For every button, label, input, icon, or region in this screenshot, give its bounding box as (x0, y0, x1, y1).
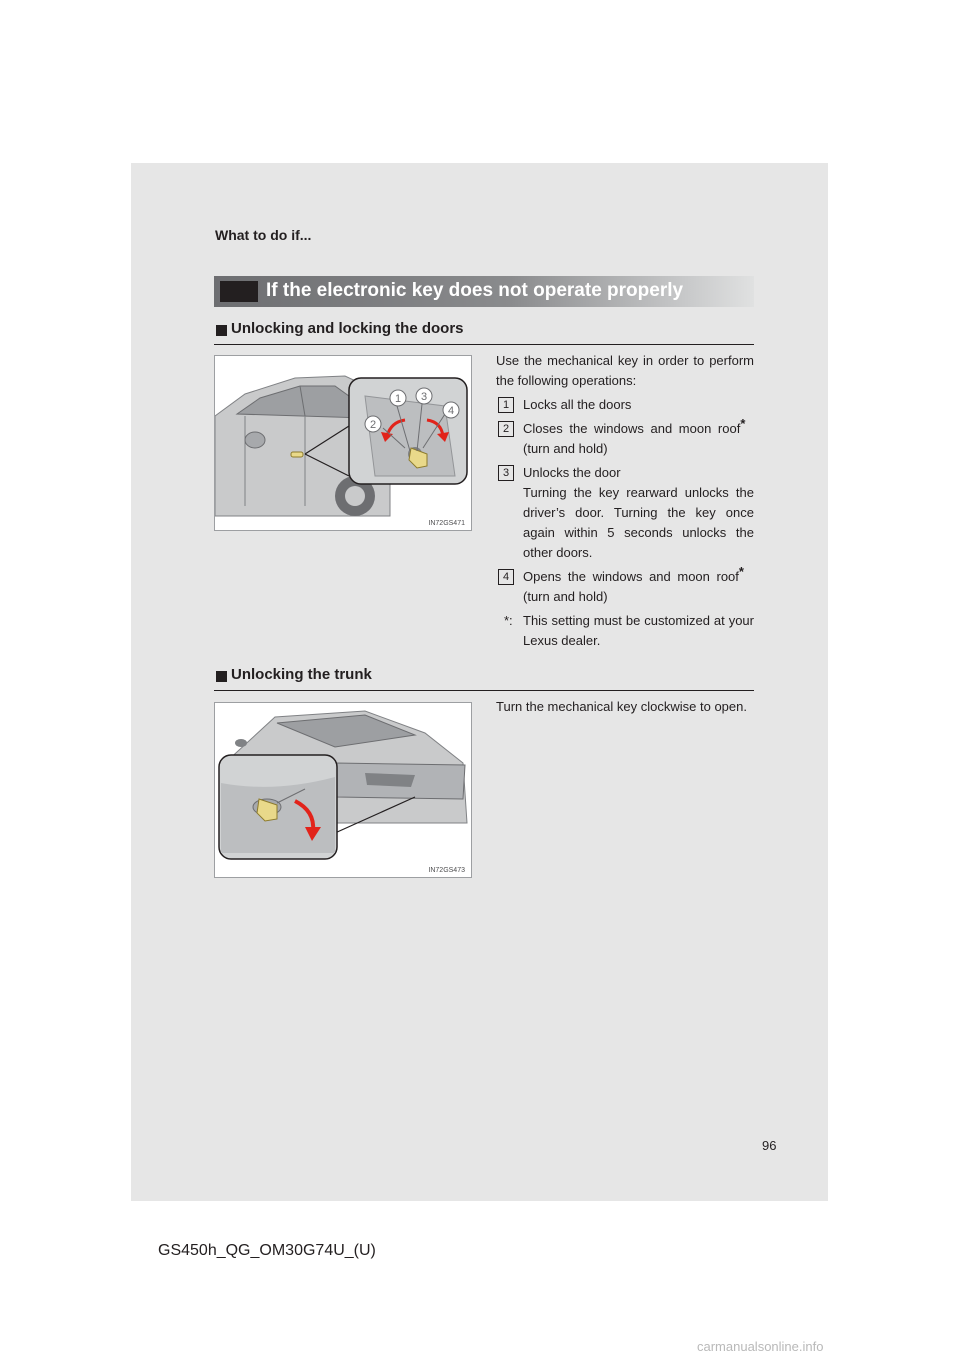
trunk-heading-label: Unlocking the trunk (231, 666, 372, 683)
trunk-text: Turn the mechanical key clockwise to open. (496, 699, 747, 714)
step-1 (496, 395, 754, 415)
step-1-text: Locks all the doors (523, 397, 632, 412)
trunk-heading (214, 666, 754, 691)
doors-heading (214, 320, 754, 345)
step-2-extra: (turn and hold) (523, 441, 608, 456)
trunk-figure-code: IN72GS473 (428, 867, 465, 874)
footer-code: GS450h_QG_OM30G74U_(U) (158, 1242, 376, 1259)
section-title: If the electronic key does not operate properly (266, 280, 684, 301)
step-number-4: 4 (498, 569, 514, 585)
banner-tab-marker (220, 281, 258, 302)
trunk-illustration (214, 702, 472, 878)
car-door-key-illustration (215, 356, 471, 530)
callout-3: 3 (420, 391, 428, 403)
step-number-2: 2 (498, 421, 514, 437)
callout-1: 1 (394, 393, 402, 405)
car-trunk-key-illustration (215, 703, 471, 877)
step-4 (496, 564, 754, 607)
step-4-extra: (turn and hold) (523, 589, 608, 604)
watermark: carmanualsonline.info (697, 1339, 824, 1354)
doors-text (496, 351, 754, 651)
step-number-3: 3 (498, 465, 514, 481)
doors-heading-label: Unlocking and locking the doors (231, 320, 464, 337)
footnote (496, 611, 754, 651)
step-3-text: Unlocks the door (523, 465, 621, 480)
step-4-asterisk: * (738, 564, 744, 579)
doors-figure-code: IN72GS471 (428, 520, 465, 527)
step-3 (496, 463, 754, 563)
step-3-detail: Turning the key rearward unlocks the driver’s door. Turning the key once again within 5 seconds unlocks the other doors. (523, 485, 754, 560)
section-banner (214, 276, 754, 307)
square-bullet-icon (216, 671, 227, 682)
step-2 (496, 416, 754, 459)
footnote-marker: *: (504, 613, 513, 628)
page-number: 96 (762, 1138, 777, 1153)
running-head: What to do if... (215, 227, 312, 243)
square-bullet-icon (216, 325, 227, 336)
step-number-1: 1 (498, 397, 514, 413)
footnote-text: This setting must be customized at your Lexus dealer. (523, 613, 754, 648)
step-4-text: Opens the windows and moon roof (523, 569, 739, 584)
doors-illustration (214, 355, 472, 531)
callout-4: 4 (447, 405, 455, 417)
callout-2: 2 (369, 419, 377, 431)
step-2-asterisk: * (740, 416, 746, 431)
step-2-text: Closes the windows and moon roof (523, 421, 741, 436)
doors-intro: Use the mechanical key in order to perform the following operations: (496, 353, 754, 388)
